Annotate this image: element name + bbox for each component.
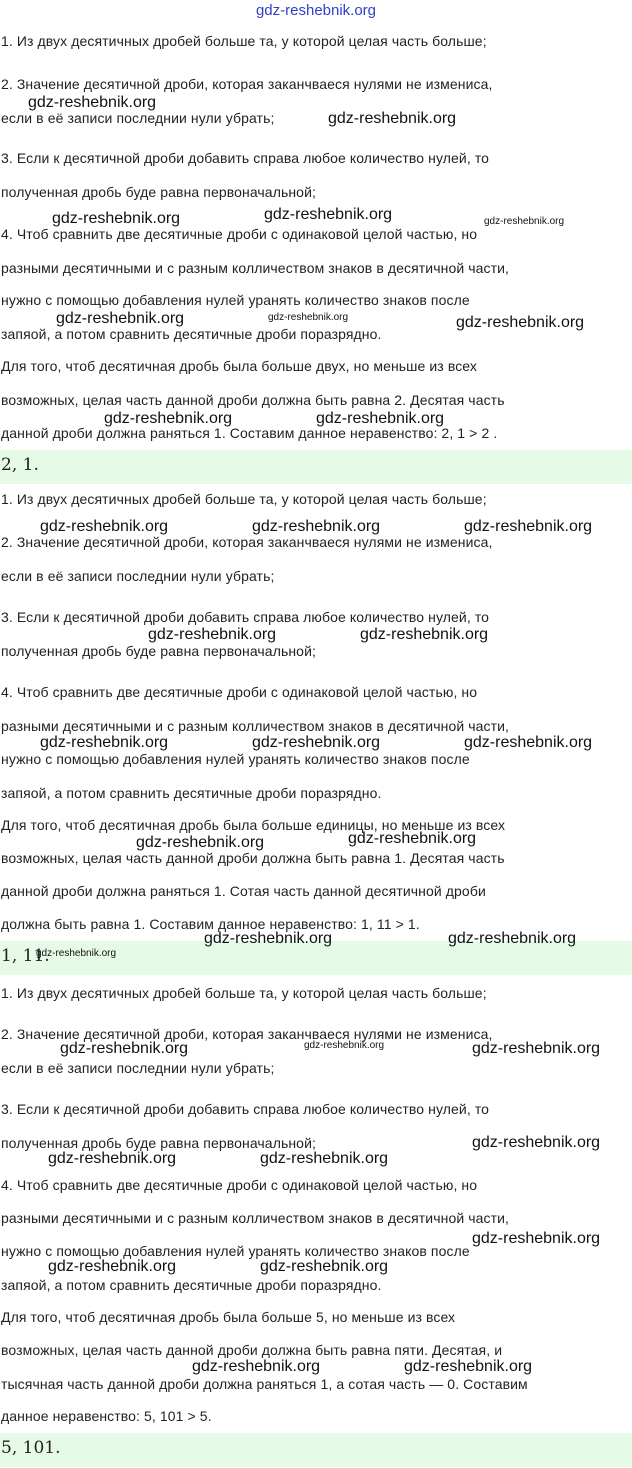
text-line: данной дроби должна раняться 1. Составим данное неравенство: 2, 1 > 2 . [1, 425, 498, 441]
text-line: разными десятичными и с разным колличеством знаков в десятичной части, [1, 1210, 510, 1226]
watermark: gdz-reshebnik.org [260, 1258, 389, 1275]
watermark: gdz-reshebnik.org [348, 830, 477, 847]
header-watermark: gdz-reshebnik.org [255, 2, 377, 19]
text-line: возможных, целая часть данной дроби должна быть равна 1. Десятая часть [1, 850, 505, 866]
text-line: Для того, чтоб десятичная дробь была больше единицы, но меньше из всех [1, 817, 506, 833]
text-line: Для того, чтоб десятичная дробь была больше 5, но меньше из всех [1, 1309, 456, 1325]
text-line: разными десятичными и с разным колличеством знаков в десятичной части, [1, 718, 510, 734]
watermark: gdz-reshebnik.org [448, 930, 577, 947]
text-line: 4. Чтоб сравнить две десятичные дроби с одинаковой целой частью, но [1, 1177, 478, 1193]
watermark: gdz-reshebnik.org [404, 1358, 533, 1375]
watermark: gdz-reshebnik.org [472, 1230, 601, 1247]
watermark: gdz-reshebnik.org [60, 1040, 189, 1057]
text-line: должна быть равна 1. Составим данное неравенство: 1, 11 > 1. [1, 916, 420, 932]
watermark: gdz-reshebnik.org [28, 94, 157, 111]
watermark: gdz-reshebnik.org [40, 518, 169, 535]
text-line: 4. Чтоб сравнить две десятичные дроби с одинаковой целой частью, но [1, 226, 478, 242]
text-line: нужно с помощью добавления нулей уранять количество знаков после [1, 1243, 470, 1259]
text-line: запяой, а потом сравнить десятичные дроби поразрядно. [1, 326, 382, 342]
watermark: gdz-reshebnik.org [136, 834, 265, 851]
watermark: gdz-reshebnik.org [260, 1150, 389, 1167]
watermark: gdz-reshebnik.org [268, 312, 349, 323]
text-line: данное неравенство: 5, 101 > 5. [1, 1408, 212, 1424]
text-line: разными десятичными и с разным колличеством знаков в десятичной части, [1, 260, 510, 276]
watermark: gdz-reshebnik.org [304, 1040, 385, 1051]
text-line: 1. Из двух десятичных дробей больше та, у которой целая часть больше; [1, 33, 487, 49]
watermark: gdz-reshebnik.org [148, 626, 277, 643]
text-line: если в её записи последнии нули убрать; [1, 110, 275, 126]
answer-box-3: 5, 101. [0, 1433, 632, 1467]
watermark: gdz-reshebnik.org [36, 948, 117, 959]
text-line: если в её записи последнии нули убрать; [1, 568, 275, 584]
text-line: возможных, целая часть данной дроби должна быть равна пяти. Десятая, и [1, 1342, 503, 1358]
text-line: 1. Из двух десятичных дробей больше та, у которой целая часть больше; [1, 985, 487, 1001]
text-line: 2. Значение десятичной дроби, которая заканчваеся нулями не измениса, [1, 1026, 493, 1042]
text-line: 2. Значение десятичной дроби, которая заканчваеся нулями не измениса, [1, 534, 493, 550]
watermark: gdz-reshebnik.org [192, 1358, 321, 1375]
text-line: тысячная часть данной дроби должна раняться 1, а сотая часть — 0. Составим [1, 1376, 528, 1392]
text-line: 3. Если к десятичной дроби добавить справа любое количество нулей, то [1, 1101, 490, 1117]
watermark: gdz-reshebnik.org [456, 314, 585, 331]
watermark: gdz-reshebnik.org [104, 410, 233, 427]
watermark: gdz-reshebnik.org [328, 110, 457, 127]
text-line: 2. Значение десятичной дроби, которая заканчваеся нулями не измениса, [1, 76, 493, 92]
answer-box-2: 1, 11. [0, 941, 632, 975]
watermark: gdz-reshebnik.org [48, 1258, 177, 1275]
watermark: gdz-reshebnik.org [316, 410, 445, 427]
watermark: gdz-reshebnik.org [48, 1150, 177, 1167]
watermark: gdz-reshebnik.org [264, 206, 393, 223]
watermark: gdz-reshebnik.org [464, 518, 593, 535]
text-line: 3. Если к десятичной дроби добавить справа любое количество нулей, то [1, 150, 490, 166]
text-line: Для того, чтоб десятичная дробь была больше двух, но меньше из всех [1, 358, 477, 374]
answer-box-1: 2, 1. [0, 450, 632, 484]
watermark: gdz-reshebnik.org [360, 626, 489, 643]
text-line: запяой, а потом сравнить десятичные дроби поразрядно. [1, 785, 382, 801]
watermark: gdz-reshebnik.org [52, 210, 181, 227]
text-line: запяой, а потом сравнить десятичные дроби поразрядно. [1, 1277, 382, 1293]
text-line: нужно с помощью добавления нулей уранять количество знаков после [1, 751, 470, 767]
watermark: gdz-reshebnik.org [472, 1134, 601, 1151]
text-line: 4. Чтоб сравнить две десятичные дроби с одинаковой целой частью, но [1, 684, 478, 700]
watermark: gdz-reshebnik.org [484, 216, 565, 227]
text-line: полученная дробь буде равна первоначальной; [1, 184, 316, 200]
watermark: gdz-reshebnik.org [464, 734, 593, 751]
text-line: нужно с помощью добавления нулей уранять количество знаков после [1, 292, 470, 308]
text-line: 1. Из двух десятичных дробей больше та, у которой целая часть больше; [1, 491, 487, 507]
watermark: gdz-reshebnik.org [472, 1040, 601, 1057]
text-line: 3. Если к десятичной дроби добавить справа любое количество нулей, то [1, 609, 490, 625]
text-line: возможных, целая часть данной дроби должна быть равна 2. Десятая часть [1, 392, 505, 408]
watermark: gdz-reshebnik.org [56, 310, 185, 327]
text-line: полученная дробь буде равна первоначальной; [1, 1135, 316, 1151]
text-line: полученная дробь буде равна первоначальной; [1, 643, 316, 659]
watermark: gdz-reshebnik.org [204, 930, 333, 947]
watermark: gdz-reshebnik.org [252, 518, 381, 535]
watermark: gdz-reshebnik.org [252, 734, 381, 751]
text-line: данной дроби должна раняться 1. Сотая часть данной десятичной дроби [1, 883, 486, 899]
watermark: gdz-reshebnik.org [40, 734, 169, 751]
text-line: если в её записи последнии нули убрать; [1, 1060, 275, 1076]
